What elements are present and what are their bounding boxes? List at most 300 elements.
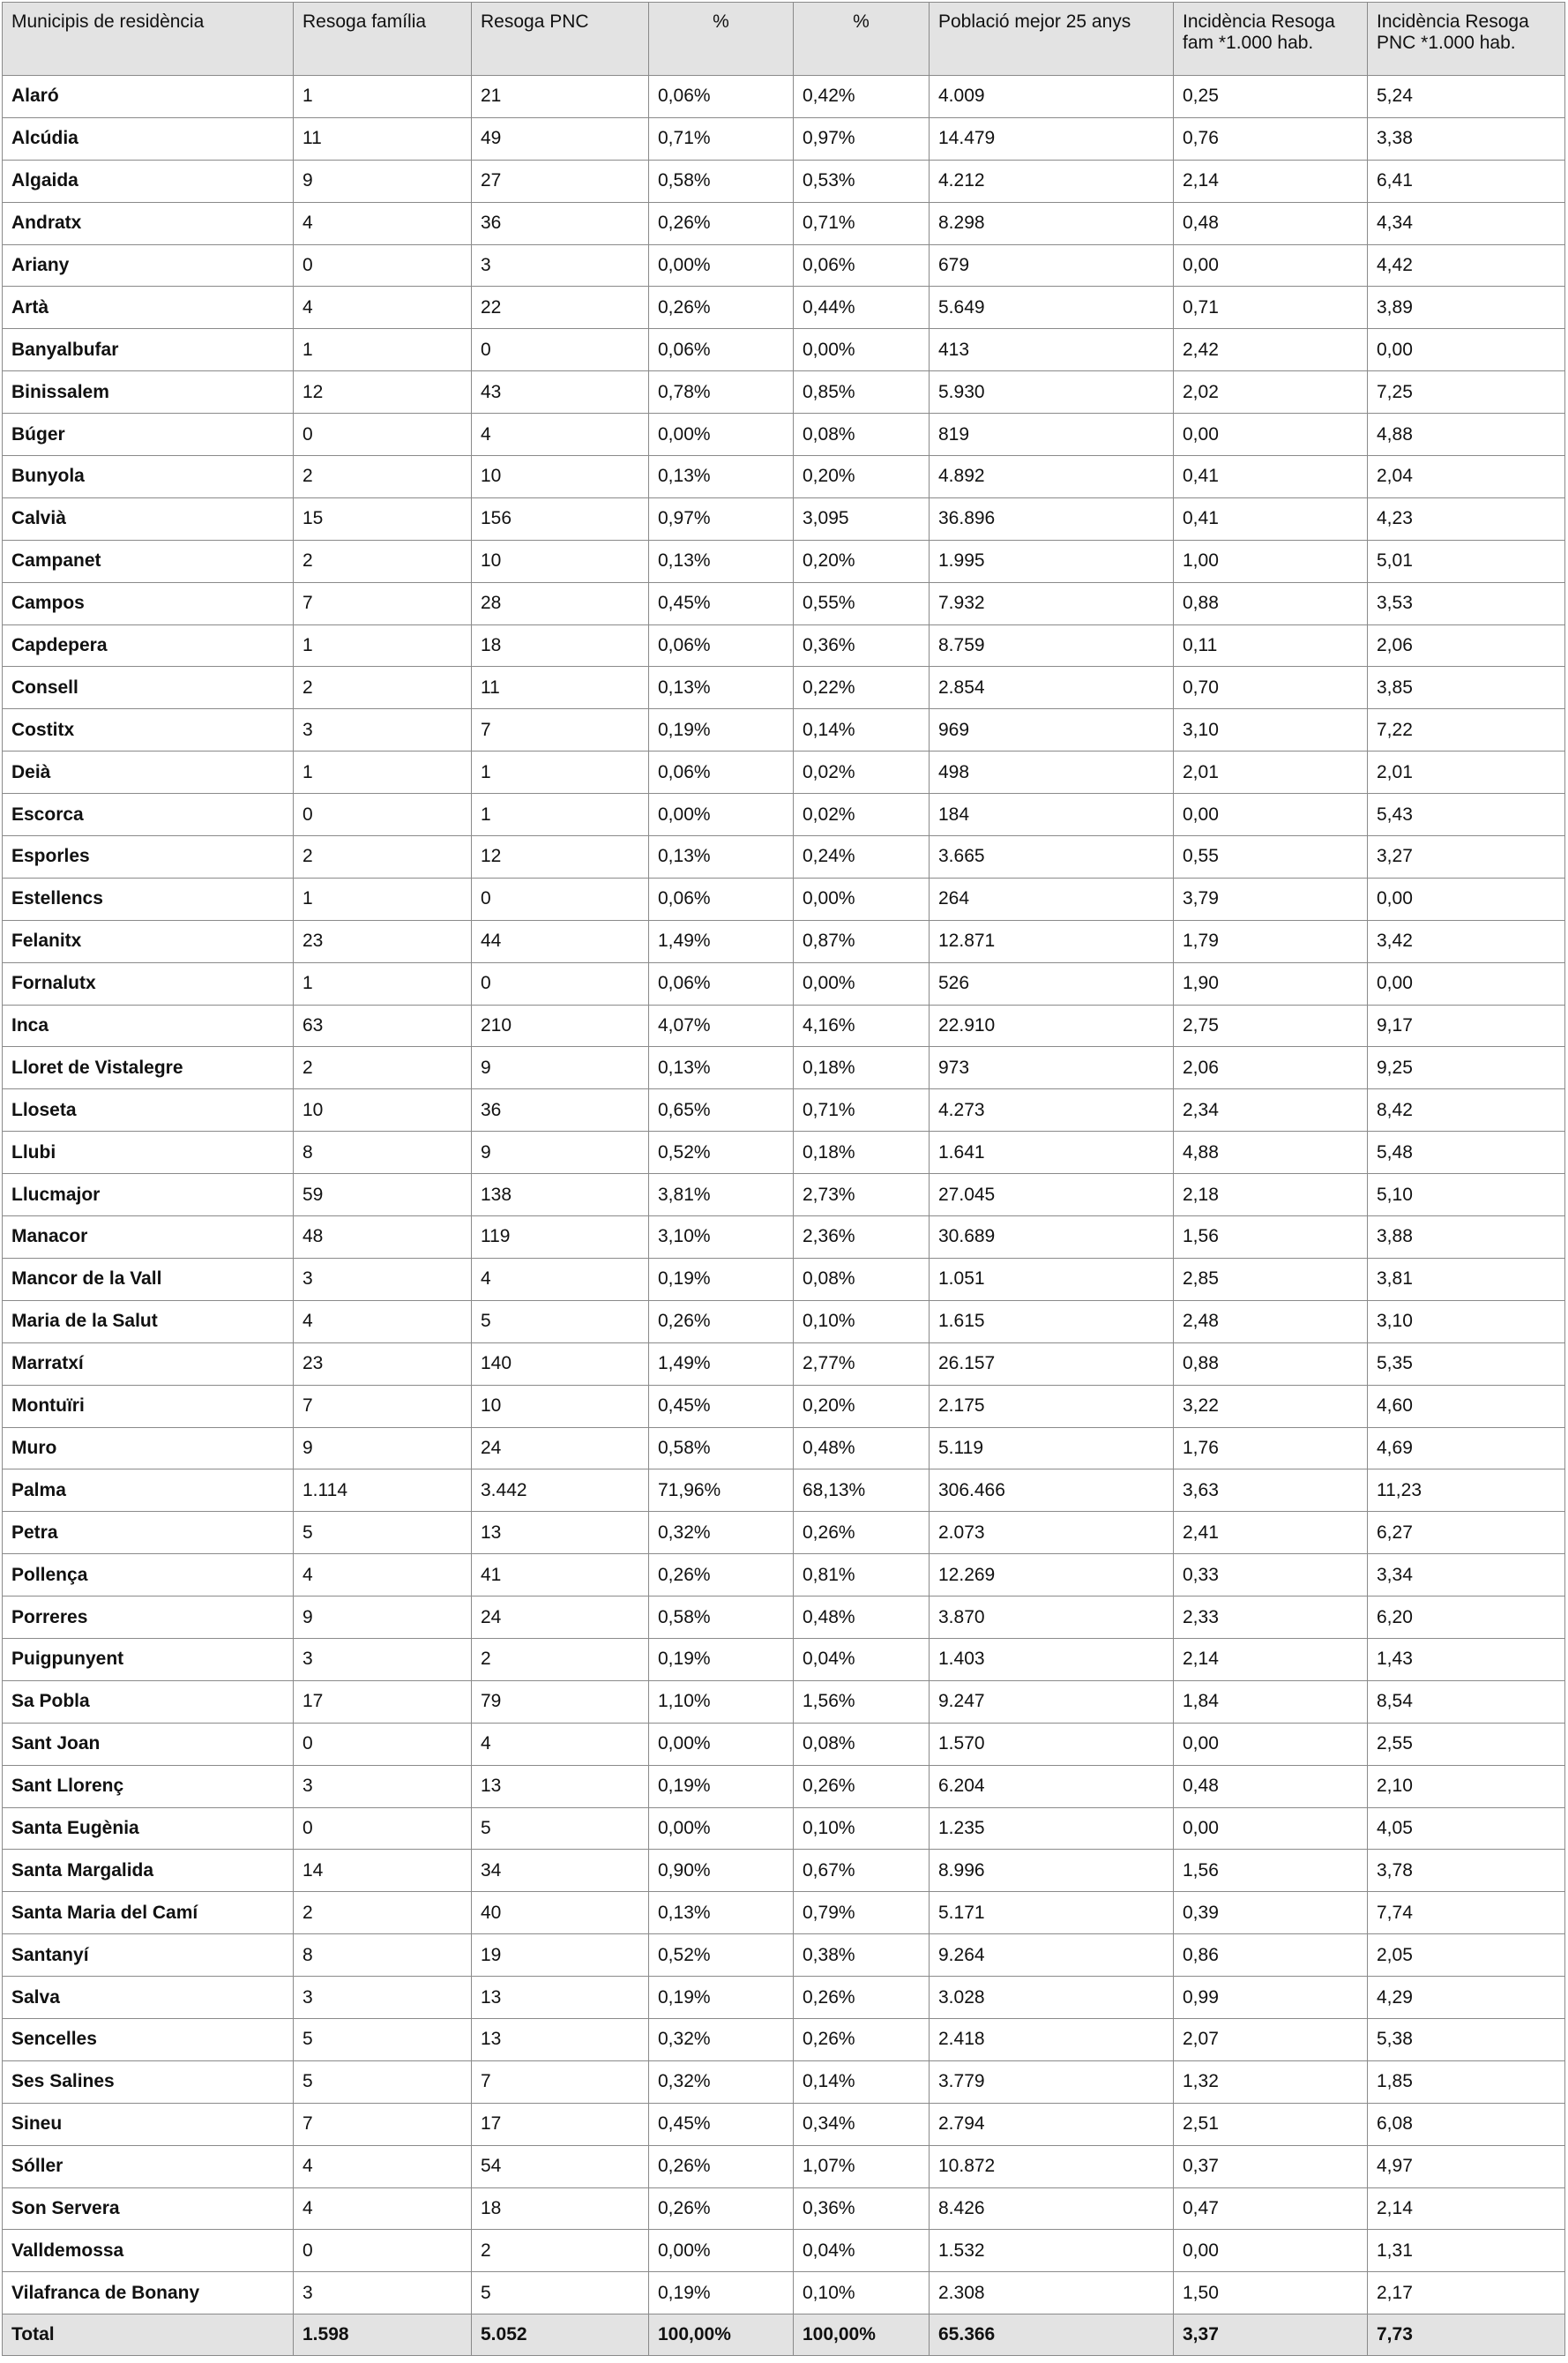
table-cell: 0,14% xyxy=(794,2060,930,2103)
municipality-name: Montuïri xyxy=(3,1385,294,1427)
table-cell: 2,14 xyxy=(1174,1638,1368,1680)
table-cell: 23 xyxy=(294,920,472,962)
table-row xyxy=(3,329,1565,371)
table-cell: 156 xyxy=(472,497,649,540)
municipality-name: Estellencs xyxy=(3,878,294,920)
table-cell: 0,26% xyxy=(794,1512,930,1554)
table-cell: 10 xyxy=(472,1385,649,1427)
table-cell: 8 xyxy=(294,1132,472,1174)
table-cell: 5,38 xyxy=(1368,2018,1565,2060)
table-cell: 2 xyxy=(294,667,472,709)
table-cell: 0,00% xyxy=(794,962,930,1005)
table-cell: 28 xyxy=(472,582,649,624)
table-cell: 0,55 xyxy=(1174,836,1368,879)
table-cell: 0,45% xyxy=(649,2103,794,2145)
column-header: Resoga família xyxy=(294,3,472,76)
table-cell: 4.212 xyxy=(930,160,1174,202)
table-container xyxy=(2,2,1564,2356)
municipality-name: Sencelles xyxy=(3,2018,294,2060)
table-cell: 0,00 xyxy=(1368,878,1565,920)
table-cell: 0,13% xyxy=(649,540,794,582)
table-cell: 0 xyxy=(294,244,472,287)
table-cell: 23 xyxy=(294,1342,472,1385)
table-cell: 140 xyxy=(472,1342,649,1385)
table-cell: 0,11 xyxy=(1174,624,1368,667)
table-cell: 3 xyxy=(294,1765,472,1807)
table-cell: 0,10% xyxy=(794,1300,930,1342)
table-row xyxy=(3,878,1565,920)
table-row xyxy=(3,1680,1565,1723)
table-cell: 2,75 xyxy=(1174,1005,1368,1047)
table-cell: 2.073 xyxy=(930,1512,1174,1554)
table-cell: 0,06% xyxy=(649,878,794,920)
table-cell: 2,02 xyxy=(1174,371,1368,414)
table-cell: 0,06% xyxy=(649,329,794,371)
municipality-name: Alcúdia xyxy=(3,117,294,160)
table-cell: 27.045 xyxy=(930,1174,1174,1216)
table-row xyxy=(3,1047,1565,1089)
municipality-name: Mancor de la Vall xyxy=(3,1258,294,1300)
table-cell: 9 xyxy=(294,160,472,202)
table-cell: 0,36% xyxy=(794,2187,930,2230)
table-cell: 0,58% xyxy=(649,160,794,202)
table-cell: 3 xyxy=(472,244,649,287)
table-cell: 6.204 xyxy=(930,1765,1174,1807)
table-cell: 5.119 xyxy=(930,1427,1174,1469)
table-row xyxy=(3,456,1565,498)
table-cell: 0 xyxy=(294,2230,472,2272)
table-cell: 3,38 xyxy=(1368,117,1565,160)
table-cell: 2,48 xyxy=(1174,1300,1368,1342)
municipality-name: Marratxí xyxy=(3,1342,294,1385)
municipality-name: Vilafranca de Bonany xyxy=(3,2272,294,2314)
table-cell: 0,00% xyxy=(649,1723,794,1765)
table-cell: 4,29 xyxy=(1368,1977,1565,2019)
municipality-name: Lloret de Vistalegre xyxy=(3,1047,294,1089)
table-cell: 0,04% xyxy=(794,2230,930,2272)
table-cell: 1,31 xyxy=(1368,2230,1565,2272)
table-cell: 1 xyxy=(472,752,649,794)
table-row xyxy=(3,836,1565,879)
table-cell: 0,44% xyxy=(794,287,930,329)
table-cell: 1 xyxy=(294,878,472,920)
table-cell: 0,42% xyxy=(794,76,930,118)
table-cell: 2 xyxy=(294,836,472,879)
table-cell: 5,43 xyxy=(1368,794,1565,836)
table-cell: 1,90 xyxy=(1174,962,1368,1005)
table-cell: 5 xyxy=(294,2018,472,2060)
table-cell: 15 xyxy=(294,497,472,540)
table-cell: 4 xyxy=(294,287,472,329)
table-cell: 0,67% xyxy=(794,1850,930,1892)
table-footer xyxy=(3,2314,1565,2356)
table-cell: 0,00 xyxy=(1174,2230,1368,2272)
table-cell: 4,16% xyxy=(794,1005,930,1047)
municipality-name: Banyalbufar xyxy=(3,329,294,371)
table-cell: 1.615 xyxy=(930,1300,1174,1342)
table-cell: 2,55 xyxy=(1368,1723,1565,1765)
table-cell: 0,58% xyxy=(649,1427,794,1469)
table-row xyxy=(3,1132,1565,1174)
municipality-name: Llucmajor xyxy=(3,1174,294,1216)
table-cell: 184 xyxy=(930,794,1174,836)
table-cell: 5,35 xyxy=(1368,1342,1565,1385)
table-body xyxy=(3,76,1565,2314)
table-cell: 973 xyxy=(930,1047,1174,1089)
table-cell: 4.009 xyxy=(930,76,1174,118)
table-cell: 0,45% xyxy=(649,582,794,624)
municipality-name: Puigpunyent xyxy=(3,1638,294,1680)
municipality-name: Artà xyxy=(3,287,294,329)
table-cell: 0,78% xyxy=(649,371,794,414)
table-cell: 9 xyxy=(472,1132,649,1174)
table-cell: 3,88 xyxy=(1368,1216,1565,1259)
table-cell: 3,10 xyxy=(1368,1300,1565,1342)
table-cell: 0,38% xyxy=(794,1934,930,1977)
table-cell: 2.418 xyxy=(930,2018,1174,2060)
municipality-name: Palma xyxy=(3,1469,294,1512)
table-cell: 0,52% xyxy=(649,1132,794,1174)
table-cell: 1,00 xyxy=(1174,540,1368,582)
table-cell: 19 xyxy=(472,1934,649,1977)
table-cell: 0,19% xyxy=(649,709,794,752)
table-row xyxy=(3,2230,1565,2272)
table-cell: 30.689 xyxy=(930,1216,1174,1259)
table-cell: 0,52% xyxy=(649,1934,794,1977)
table-cell: 0,71% xyxy=(649,117,794,160)
table-cell: 0,26% xyxy=(649,202,794,244)
column-header: % xyxy=(794,3,930,76)
table-cell: 0,19% xyxy=(649,1765,794,1807)
municipality-name: Porreres xyxy=(3,1597,294,1639)
table-cell: 0,26% xyxy=(794,1765,930,1807)
table-cell: 54 xyxy=(472,2145,649,2187)
total-cell: 3,37 xyxy=(1174,2314,1368,2356)
municipality-name: Ariany xyxy=(3,244,294,287)
table-cell: 5,48 xyxy=(1368,1132,1565,1174)
column-header: Municipis de residència xyxy=(3,3,294,76)
table-cell: 0,55% xyxy=(794,582,930,624)
table-cell: 5 xyxy=(294,1512,472,1554)
table-cell: 0,26% xyxy=(649,287,794,329)
table-cell: 0,10% xyxy=(794,1807,930,1850)
table-cell: 7,25 xyxy=(1368,371,1565,414)
table-row xyxy=(3,1892,1565,1934)
municipality-name: Santa Margalida xyxy=(3,1850,294,1892)
table-cell: 24 xyxy=(472,1427,649,1469)
municipality-name: Lloseta xyxy=(3,1089,294,1132)
table-cell: 0,00 xyxy=(1174,244,1368,287)
table-row xyxy=(3,1850,1565,1892)
column-header: Incidència Resoga fam *1.000 hab. xyxy=(1174,3,1368,76)
table-row xyxy=(3,117,1565,160)
table-cell: 36 xyxy=(472,1089,649,1132)
table-cell: 0,00 xyxy=(1368,329,1565,371)
table-row xyxy=(3,1089,1565,1132)
table-cell: 1,76 xyxy=(1174,1427,1368,1469)
table-row xyxy=(3,414,1565,456)
municipality-name: Costitx xyxy=(3,709,294,752)
table-cell: 0,39 xyxy=(1174,1892,1368,1934)
table-cell: 0,00 xyxy=(1174,1723,1368,1765)
table-row xyxy=(3,794,1565,836)
table-cell: 5 xyxy=(472,2272,649,2314)
table-cell: 7 xyxy=(472,709,649,752)
table-cell: 0,02% xyxy=(794,794,930,836)
table-row xyxy=(3,1977,1565,2019)
table-cell: 68,13% xyxy=(794,1469,930,1512)
table-cell: 4 xyxy=(472,1258,649,1300)
table-cell: 0,79% xyxy=(794,1892,930,1934)
table-cell: 0,06% xyxy=(794,244,930,287)
table-row xyxy=(3,1597,1565,1639)
table-cell: 8.759 xyxy=(930,624,1174,667)
table-cell: 3,63 xyxy=(1174,1469,1368,1512)
table-cell: 8.298 xyxy=(930,202,1174,244)
table-cell: 4,88 xyxy=(1174,1132,1368,1174)
table-row xyxy=(3,624,1565,667)
table-cell: 1.532 xyxy=(930,2230,1174,2272)
table-cell: 36 xyxy=(472,202,649,244)
table-cell: 2,10 xyxy=(1368,1765,1565,1807)
table-cell: 4 xyxy=(294,2187,472,2230)
table-cell: 1,07% xyxy=(794,2145,930,2187)
table-cell: 3 xyxy=(294,1258,472,1300)
table-row xyxy=(3,287,1565,329)
table-row xyxy=(3,244,1565,287)
table-cell: 1 xyxy=(294,329,472,371)
table-cell: 0,14% xyxy=(794,709,930,752)
table-cell: 14 xyxy=(294,1850,472,1892)
table-cell: 5.930 xyxy=(930,371,1174,414)
table-cell: 11,23 xyxy=(1368,1469,1565,1512)
table-cell: 71,96% xyxy=(649,1469,794,1512)
table-cell: 4,05 xyxy=(1368,1807,1565,1850)
table-cell: 10 xyxy=(472,540,649,582)
table-row xyxy=(3,1723,1565,1765)
table-cell: 0 xyxy=(294,794,472,836)
table-cell: 5,24 xyxy=(1368,76,1565,118)
total-cell: 7,73 xyxy=(1368,2314,1565,2356)
table-cell: 3.442 xyxy=(472,1469,649,1512)
table-cell: 0,26% xyxy=(649,2145,794,2187)
municipality-name: Sineu xyxy=(3,2103,294,2145)
table-row xyxy=(3,497,1565,540)
table-cell: 1.051 xyxy=(930,1258,1174,1300)
municipality-name: Santa Eugènia xyxy=(3,1807,294,1850)
table-cell: 0,20% xyxy=(794,456,930,498)
table-row xyxy=(3,1427,1565,1469)
table-cell: 3,85 xyxy=(1368,667,1565,709)
table-cell: 2,07 xyxy=(1174,2018,1368,2060)
table-cell: 7 xyxy=(472,2060,649,2103)
table-cell: 2,18 xyxy=(1174,1174,1368,1216)
table-cell: 0,65% xyxy=(649,1089,794,1132)
table-cell: 63 xyxy=(294,1005,472,1047)
table-cell: 0,36% xyxy=(794,624,930,667)
table-cell: 6,41 xyxy=(1368,160,1565,202)
table-cell: 1,49% xyxy=(649,920,794,962)
table-cell: 10.872 xyxy=(930,2145,1174,2187)
table-cell: 3,10 xyxy=(1174,709,1368,752)
municipality-name: Algaida xyxy=(3,160,294,202)
table-cell: 0,02% xyxy=(794,752,930,794)
table-cell: 4 xyxy=(294,1300,472,1342)
table-cell: 2,42 xyxy=(1174,329,1368,371)
table-cell: 3.665 xyxy=(930,836,1174,879)
table-cell: 0,58% xyxy=(649,1597,794,1639)
table-cell: 2,51 xyxy=(1174,2103,1368,2145)
table-row xyxy=(3,582,1565,624)
municipality-name: Consell xyxy=(3,667,294,709)
table-cell: 0,24% xyxy=(794,836,930,879)
table-cell: 2.308 xyxy=(930,2272,1174,2314)
municipality-name: Muro xyxy=(3,1427,294,1469)
table-cell: 0,22% xyxy=(794,667,930,709)
table-cell: 1,49% xyxy=(649,1342,794,1385)
table-cell: 14.479 xyxy=(930,117,1174,160)
header-row xyxy=(3,3,1565,76)
table-cell: 0,00 xyxy=(1368,962,1565,1005)
table-cell: 0 xyxy=(472,329,649,371)
table-cell: 3,89 xyxy=(1368,287,1565,329)
table-cell: 526 xyxy=(930,962,1174,1005)
table-cell: 2,14 xyxy=(1368,2187,1565,2230)
table-cell: 0,97% xyxy=(794,117,930,160)
table-cell: 8.426 xyxy=(930,2187,1174,2230)
table-cell: 11 xyxy=(294,117,472,160)
table-cell: 7 xyxy=(294,1385,472,1427)
column-header: % xyxy=(649,3,794,76)
table-cell: 7,74 xyxy=(1368,1892,1565,1934)
table-cell: 1.995 xyxy=(930,540,1174,582)
table-cell: 0,32% xyxy=(649,2060,794,2103)
municipality-name: Esporles xyxy=(3,836,294,879)
table-cell: 1,79 xyxy=(1174,920,1368,962)
municipality-name: Valldemossa xyxy=(3,2230,294,2272)
table-cell: 1,84 xyxy=(1174,1680,1368,1723)
table-cell: 0,71% xyxy=(794,1089,930,1132)
municipality-name: Sa Pobla xyxy=(3,1680,294,1723)
table-row xyxy=(3,1512,1565,1554)
table-cell: 9.264 xyxy=(930,1934,1174,1977)
table-cell: 969 xyxy=(930,709,1174,752)
table-row xyxy=(3,1216,1565,1259)
table-row xyxy=(3,1765,1565,1807)
table-cell: 0,48 xyxy=(1174,202,1368,244)
table-cell: 0,13% xyxy=(649,836,794,879)
table-cell: 0,70 xyxy=(1174,667,1368,709)
table-cell: 2 xyxy=(472,2230,649,2272)
table-cell: 2,01 xyxy=(1174,752,1368,794)
table-cell: 2 xyxy=(294,540,472,582)
municipality-name: Sant Llorenç xyxy=(3,1765,294,1807)
municipality-name: Felanitx xyxy=(3,920,294,962)
table-cell: 3,095 xyxy=(794,497,930,540)
table-cell: 2,73% xyxy=(794,1174,930,1216)
table-cell: 4,34 xyxy=(1368,202,1565,244)
table-cell: 4 xyxy=(472,1723,649,1765)
table-cell: 4,23 xyxy=(1368,497,1565,540)
table-cell: 5 xyxy=(472,1807,649,1850)
municipality-name: Pollença xyxy=(3,1554,294,1597)
table-cell: 9,25 xyxy=(1368,1047,1565,1089)
table-cell: 0,90% xyxy=(649,1850,794,1892)
table-cell: 0,19% xyxy=(649,1638,794,1680)
table-cell: 1,56% xyxy=(794,1680,930,1723)
table-row xyxy=(3,920,1565,962)
table-cell: 3,78 xyxy=(1368,1850,1565,1892)
table-cell: 306.466 xyxy=(930,1469,1174,1512)
table-row xyxy=(3,202,1565,244)
table-cell: 3,81% xyxy=(649,1174,794,1216)
table-cell: 0,06% xyxy=(649,752,794,794)
table-cell: 26.157 xyxy=(930,1342,1174,1385)
table-cell: 7,22 xyxy=(1368,709,1565,752)
table-cell: 0,32% xyxy=(649,2018,794,2060)
table-cell: 0,41 xyxy=(1174,497,1368,540)
municipality-name: Santanyí xyxy=(3,1934,294,1977)
table-cell: 0,00 xyxy=(1174,794,1368,836)
table-cell: 0,08% xyxy=(794,414,930,456)
table-cell: 4,88 xyxy=(1368,414,1565,456)
table-cell: 0,26% xyxy=(649,1554,794,1597)
table-cell: 1.570 xyxy=(930,1723,1174,1765)
table-cell: 12.871 xyxy=(930,920,1174,962)
table-cell: 4,97 xyxy=(1368,2145,1565,2187)
table-row xyxy=(3,2018,1565,2060)
municipality-name: Binissalem xyxy=(3,371,294,414)
table-cell: 8 xyxy=(294,1934,472,1977)
table-cell: 11 xyxy=(472,667,649,709)
table-cell: 0,00% xyxy=(649,1807,794,1850)
table-cell: 1 xyxy=(294,624,472,667)
municipality-name: Escorca xyxy=(3,794,294,836)
table-row xyxy=(3,540,1565,582)
table-cell: 5.649 xyxy=(930,287,1174,329)
table-cell: 5,01 xyxy=(1368,540,1565,582)
table-cell: 4,42 xyxy=(1368,244,1565,287)
table-cell: 0,08% xyxy=(794,1723,930,1765)
table-cell: 0 xyxy=(472,878,649,920)
table-cell: 2,05 xyxy=(1368,1934,1565,1977)
column-header: Població mejor 25 anys xyxy=(930,3,1174,76)
municipality-name: Manacor xyxy=(3,1216,294,1259)
table-cell: 5.171 xyxy=(930,1892,1174,1934)
table-cell: 17 xyxy=(472,2103,649,2145)
table-cell: 0,41 xyxy=(1174,456,1368,498)
municipality-name: Fornalutx xyxy=(3,962,294,1005)
table-cell: 12.269 xyxy=(930,1554,1174,1597)
table-cell: 0,99 xyxy=(1174,1977,1368,2019)
table-cell: 264 xyxy=(930,878,1174,920)
table-cell: 2,17 xyxy=(1368,2272,1565,2314)
table-cell: 41 xyxy=(472,1554,649,1597)
table-cell: 2,41 xyxy=(1174,1512,1368,1554)
table-row xyxy=(3,1469,1565,1512)
table-cell: 0,97% xyxy=(649,497,794,540)
table-cell: 1,50 xyxy=(1174,2272,1368,2314)
table-cell: 36.896 xyxy=(930,497,1174,540)
table-cell: 0,18% xyxy=(794,1132,930,1174)
table-cell: 2 xyxy=(472,1638,649,1680)
table-cell: 2,77% xyxy=(794,1342,930,1385)
table-cell: 22 xyxy=(472,287,649,329)
table-row xyxy=(3,76,1565,118)
municipality-name: Ses Salines xyxy=(3,2060,294,2103)
table-cell: 8,54 xyxy=(1368,1680,1565,1723)
table-cell: 34 xyxy=(472,1850,649,1892)
